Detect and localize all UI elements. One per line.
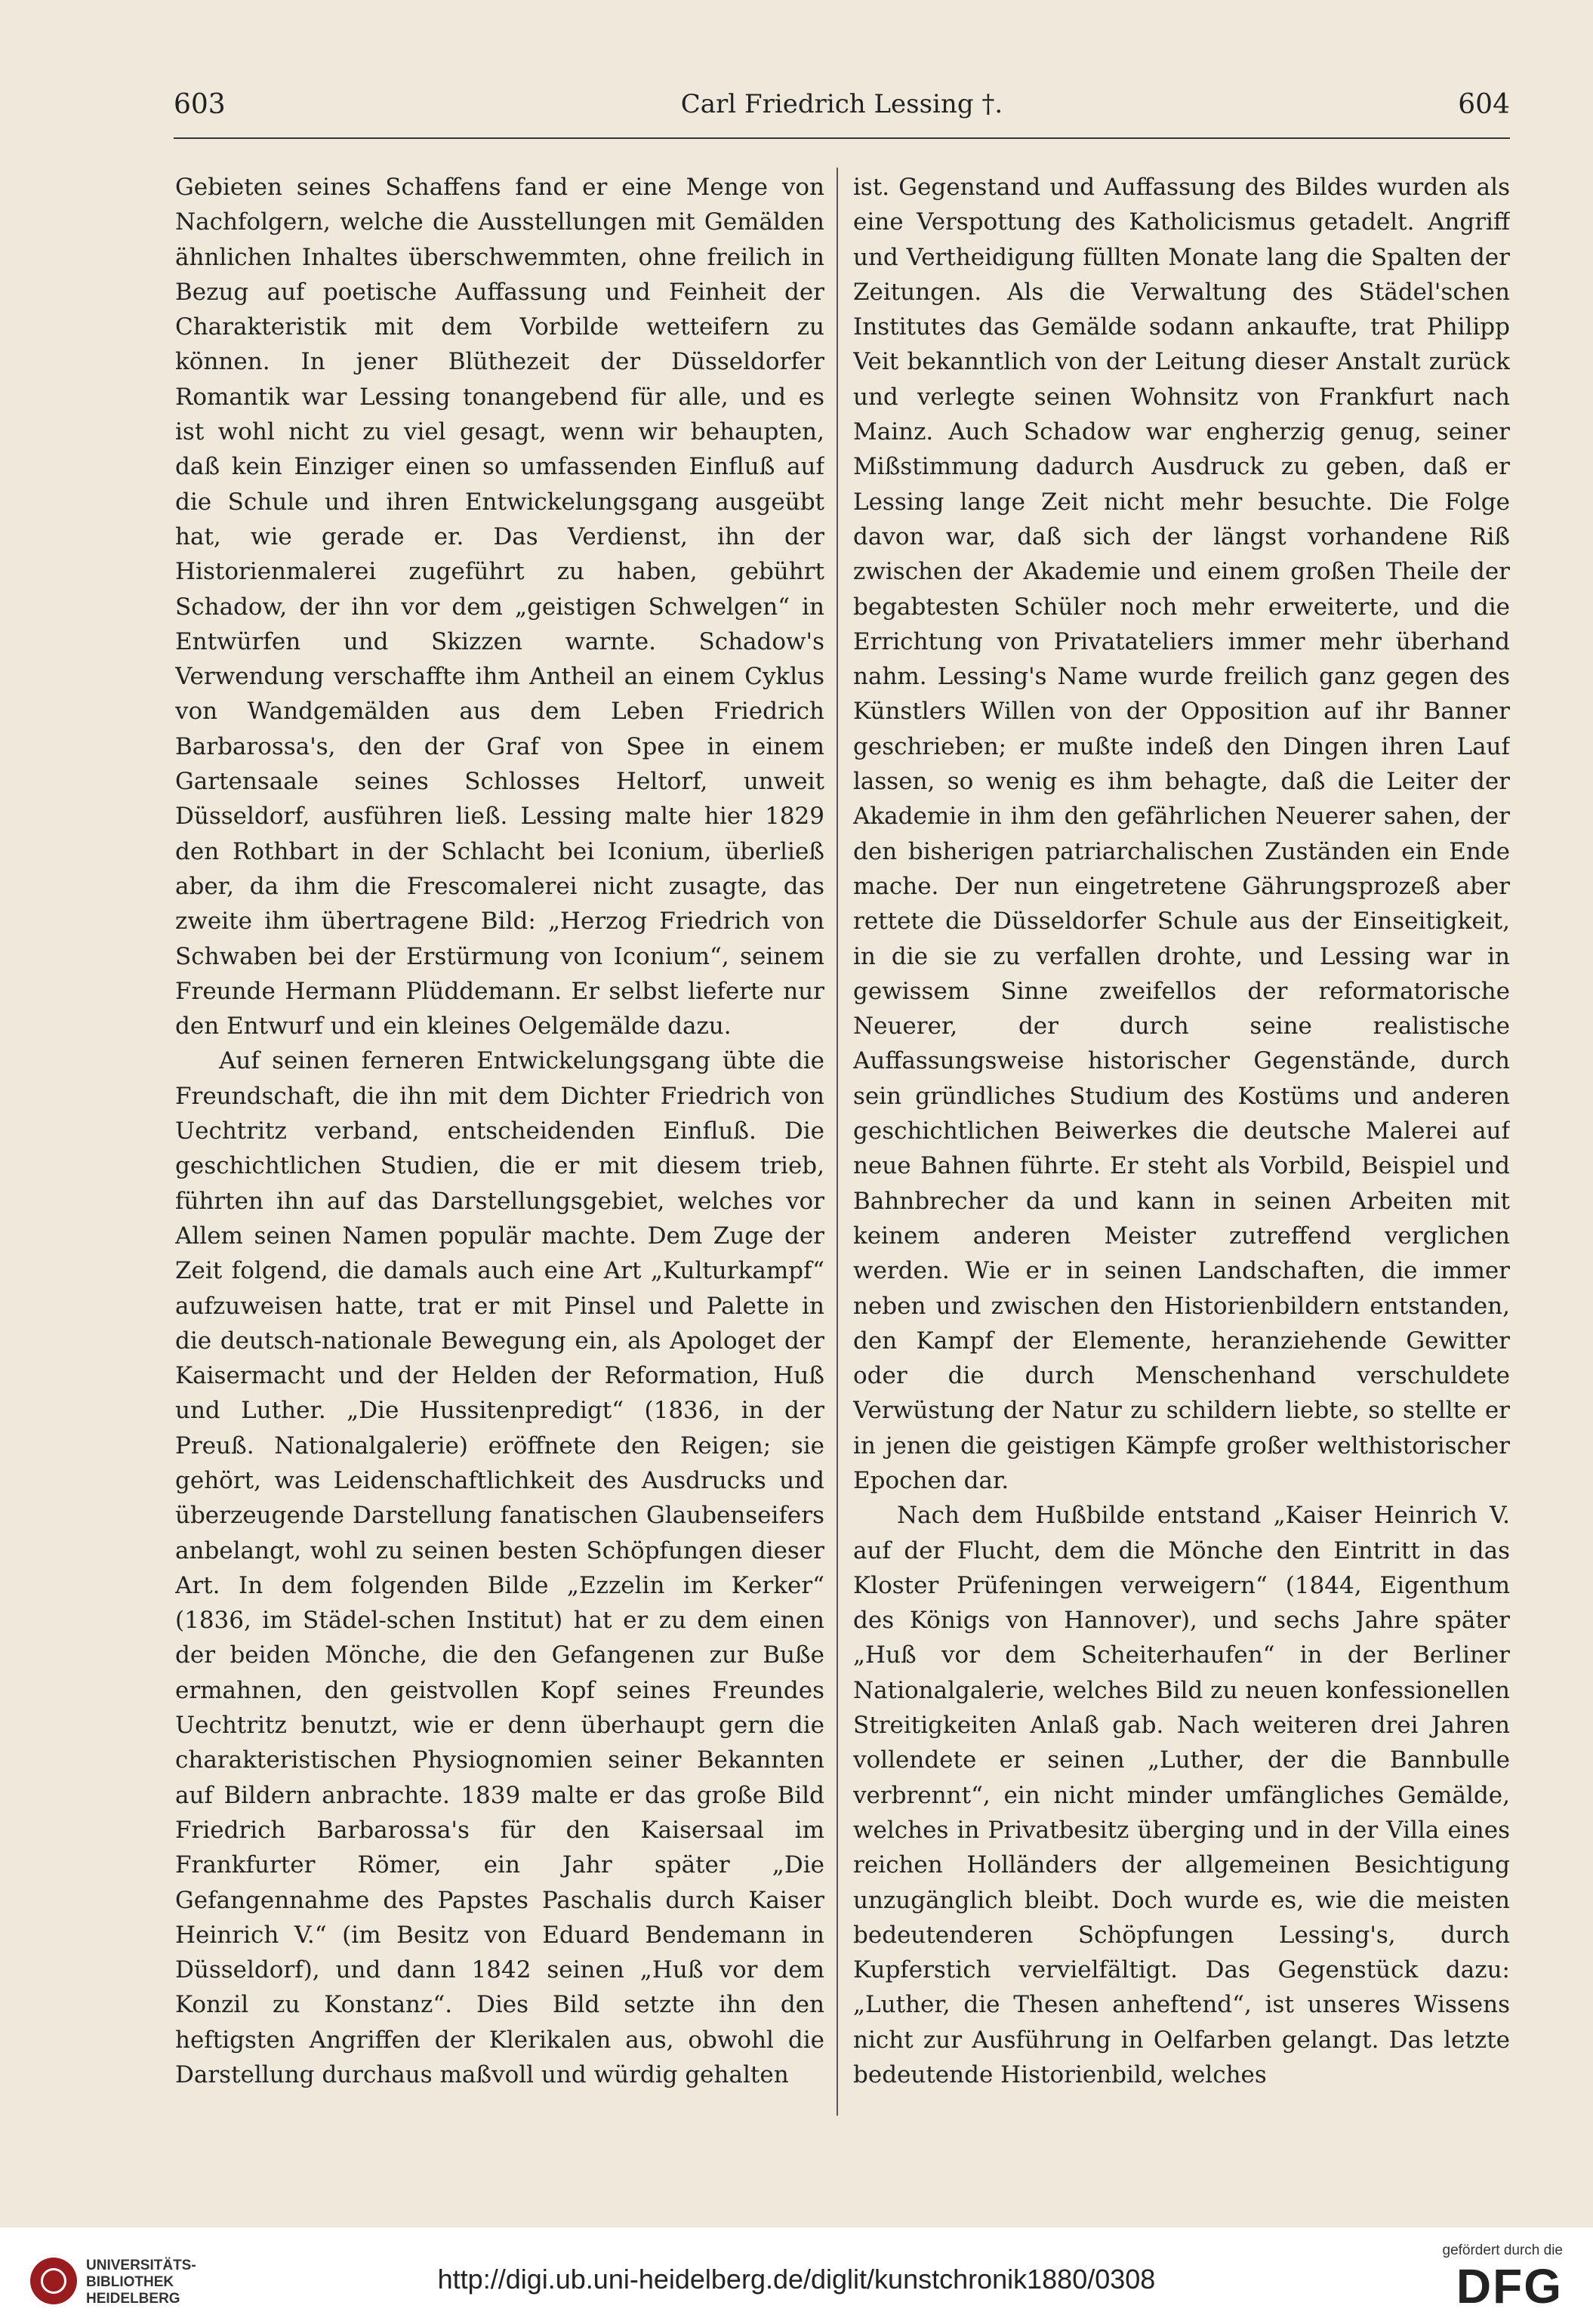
page-number-left: 603: [174, 89, 226, 120]
page-number-right: 604: [1458, 89, 1510, 120]
column-divider: [837, 168, 838, 2116]
paragraph: Nach dem Hußbilde entstand „Kaiser Heinrich V. auf der Flucht, dem die Mönche den Eintritt in das Kloster Prüfeningen verweigern“ (1844, Eigenthum des Königs von Hannover), und sechs Jahre später „Huß vor dem Scheiterhaufen“ in der Berliner Nationalgalerie, welches Bild zu neuen konfessionellen Streitigkeiten Anlaß gab. Nach weiteren drei Jahren vollendete er seinen „Luther, der die Bannbulle verbrennt“, ein nicht minder umfängliches Gemälde, welches in Privatbesitz überging und in der Villa eines reichen Holländers der allgemeinen Besichtigung unzugänglich bleibt. Doch wurde es, wie die meisten bedeutenderen Schöpfungen Lessing's, durch Kupferstich vervielfältigt. Das Gegenstück dazu: „Luther, die Thesen anheftend“, ist unseres Wissens nicht zur Ausführung in Oelfarben gelangt. Das letzte bedeutende Historienbild, welches: [853, 1502, 1510, 2089]
paragraph: ist. Gegenstand und Auffassung des Bildes wurden als eine Verspottung des Katholicismus getadelt. Angriff und Vertheidigung füllten Monate lang die Spalten der Zeitungen. Als die Verwaltung des Städel'schen Institutes das Gemälde sodann ankaufte, trat Philipp Veit bekanntlich von der Leitung dieser Anstalt zurück und verlegte seinen Wohnsitz von Frankfurt nach Mainz. Auch Schadow war engherzig genug, seiner Mißstimmung dadurch Ausdruck zu geben, daß er Lessing lange Zeit nicht mehr besuchte. Die Folge davon war, daß sich der längst vorhandene Riß zwischen der Akademie und einem großen Theile der begabtesten Schüler noch mehr erweiterte, und die Errichtung von Privatateliers immer mehr überhand nahm. Lessing's Name wurde freilich ganz gegen des Künstlers Willen von der Opposition auf ihr Banner geschrieben; er mußte indeß den Dingen ihren Lauf lassen, so wenig es ihm behagte, daß die Leiter der Akademie in ihm den gefährlichen Neuerer sahen, der den bisherigen patriarchalischen Zuständen ein Ende mache. Der nun eingetretene Gährungsprozeß aber rettete die Düsseldorfer Schule aus der Einseitigkeit, in die sie zu verfallen drohte, und Lessing war in gewissem Sinne zweifellos der reformatorische Neuerer, der durch seine realistische Auffassungsweise historischer Gegenstände, durch sein gründliches Studium des Kostüms und anderen geschichtlichen Beiwerkes die deutsche Malerei auf neue Bahnen führte. Er steht als Vorbild, Beispiel und Bahnbrecher da und kann in seinen Arbeiten mit keinem anderen Meister zutreffend verglichen werden. Wie er in seinen Landschaften, die immer neben und zwischen den Historienbildern entstanden, den Kampf der Elemente, heranziehende Gewitter oder die durch Menschenhand verschuldete Verwüstung der Natur zu schildern liebte, so stellte er in jenen die geistigen Kämpfe großer welthistorischer Epochen dar.: [853, 174, 1510, 1494]
source-url-link[interactable]: http://digi.ub.uni-heidelberg.de/diglit/kunstchronik1880/0308: [437, 2264, 1156, 2295]
dfg-logo[interactable]: [1412, 2242, 1563, 2318]
paragraph: Gebieten seines Schaffens fand er eine Menge von Nachfolgern, welche die Ausstellungen mit Gemälden ähnlichen Inhaltes überschwemmten, ohne freilich in Bezug auf poetische Auffassung und Feinheit der Charakteristik mit dem Vorbilde wetteifern zu können. In jener Blüthezeit der Düsseldorfer Romantik war Lessing tonangebend für alle, und es ist wohl nicht zu viel gesagt, wenn wir behaupten, daß kein Einziger einen so umfassenden Einfluß auf die Schule und ihren Entwickelungsgang ausgeübt hat, wie gerade er. Das Verdienst, ihn der Historienmalerei zugeführt zu haben, gebührt Schadow, der ihn vor dem „geistigen Schwelgen“ in Entwürfen und Skizzen warnte. Schadow's Verwendung verschaffte ihm Antheil an einem Cyklus von Wandgemälden aus dem Leben Friedrich Barbarossa's, den der Graf von Spee in einem Gartensaale seines Schlosses Heltorf, unweit Düsseldorf, ausführen ließ. Lessing malte hier 1829 den Rothbart in der Schlacht bei Iconium, überließ aber, da ihm die Frescomalerei nicht zusagte, das zweite ihm übertragene Bild: „Herzog Friedrich von Schwaben bei der Erstürmung von Iconium“, seinem Freunde Hermann Plüddemann. Er selbst lieferte nur den Entwurf und ein kleines Oelgemälde dazu.: [175, 174, 824, 1040]
library-name: UNIVERSITÄTS- BIBLIOTHEK HEIDELBERG: [86, 2258, 196, 2307]
dfg-wordmark: DFG: [1456, 2259, 1563, 2313]
running-title: Carl Friedrich Lessing †.: [680, 89, 1003, 119]
funded-by-label: gefördert durch die: [1442, 2242, 1563, 2258]
paragraph: Auf seinen ferneren Entwickelungsgang übte die Freundschaft, die ihn mit dem Dichter Friedrich von Uechtritz verband, entscheidenden Einfluß. Die geschichtlichen Studien, die er mit diesem trieb, führten ihn auf das Darstellungsgebiet, welches vor Allem seinen Namen populär machte. Dem Zuge der Zeit folgend, die damals auch eine Art „Kulturkampf“ aufzuweisen hatte, trat er mit Pinsel und Palette in die deutsch-nationale Bewegung ein, als Apologet der Kaisermacht und der Helden der Reformation, Huß und Luther. „Die Hussitenpredigt“ (1836, in der Preuß. Nationalgalerie) eröffnete den Reigen; sie gehört, was Leidenschaftlichkeit des Ausdrucks und überzeugende Darstellung fanatischen Glaubenseifers anbelangt, wohl zu seinen besten Schöpfungen dieser Art. In dem folgenden Bilde „Ezzelin im Kerker“ (1836, im Städel-schen Institut) hat er zu dem einen der beiden Mönche, die den Gefangenen zur Buße ermahnen, den geistvollen Kopf seines Freundes Uechtritz benutzt, wie er denn überhaupt gern die charakteristischen Physiognomien seiner Bekannten auf Bildern anbrachte. 1839 malte er das große Bild Friedrich Barbarossa's für den Kaisersaal im Frankfurter Römer, ein Jahr später „Die Gefangennahme des Papstes Paschalis durch Kaiser Heinrich V.“ (im Besitz von Eduard Bendemann in Düsseldorf), und dann 1842 seinen „Huß vor dem Konzil zu Konstanz“. Dies Bild setzte ihn den heftigsten Angriffen der Klerikalen aus, obwohl die Darstellung durchaus maßvoll und würdig gehalten: [175, 1047, 824, 2089]
page-header: [174, 89, 1510, 134]
left-column: [175, 170, 824, 2118]
header-rule: [174, 137, 1510, 139]
digitization-footer: [0, 2227, 1593, 2324]
right-column: [853, 170, 1510, 2118]
